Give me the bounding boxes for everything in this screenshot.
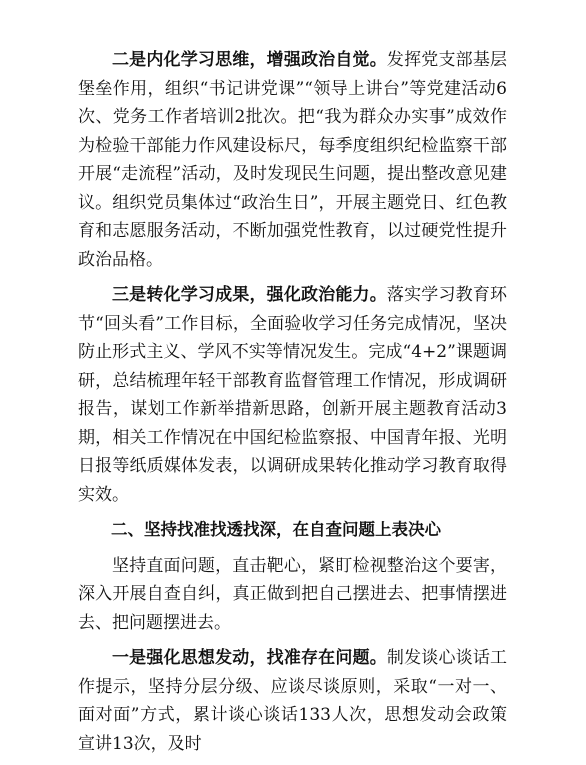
paragraph-first-point	[78, 644, 507, 758]
paragraph-third-point	[78, 281, 507, 509]
paragraph-text: 发挥党支部基层堡垒作用，组织“书记讲党课”“领导上讲台”等党建活动6次、党务工作者培训2批次。把“我为群众办实事”成效作为检验干部能力作风建设标尺，每季度组织纪检监察干部开展“走流程”活动，及时发现民生问题，提出整改意见建议。组织党员集体过“政治生日”，开展主题党日、红色教育和志愿服务活动，不断加强党性教育，以过硬党性提升政治品格。	[78, 50, 508, 270]
paragraph-lead: 三是转化学习成果，强化政治能力。	[112, 285, 387, 305]
paragraph-text: 制发谈心谈话工作提示，坚持分层分级、应谈尽谈原则，采取“一对一、面对面”方式，累计谈心谈话133人次，思想发动会政策宣讲13次，及时	[78, 648, 508, 754]
section-intro-paragraph: 坚持直面问题，直击靶心，紧盯检视整治这个要害，深入开展自查自纠，真正做到把自己摆进去、把事情摆进去、把问题摆进去。	[78, 555, 507, 633]
paragraph-lead: 一是强化思想发动，找准存在问题。	[112, 648, 387, 668]
paragraph-lead: 二是内化学习思维，增强政治自觉。	[112, 50, 387, 70]
paragraph-second-point	[78, 46, 507, 274]
section-heading: 二、坚持找准找透找深，在自查问题上表决心	[111, 520, 441, 539]
document-body	[78, 46, 507, 765]
paragraph-text: 落实学习教育环节“回头看”工作目标，全面验收学习任务完成情况，坚决防止形式主义、学风不实等情况发生。完成“4+2”课题调研，总结梳理年轻干部教育监督管理工作情况，形成调研报告，谋划工作新举措新思路，创新开展主题教育活动3期，相关工作情况在中国纪检监察报、中国青年报、光明日报等纸质媒体发表，以调研成果转化推动学习教育取得实效。	[78, 285, 508, 505]
